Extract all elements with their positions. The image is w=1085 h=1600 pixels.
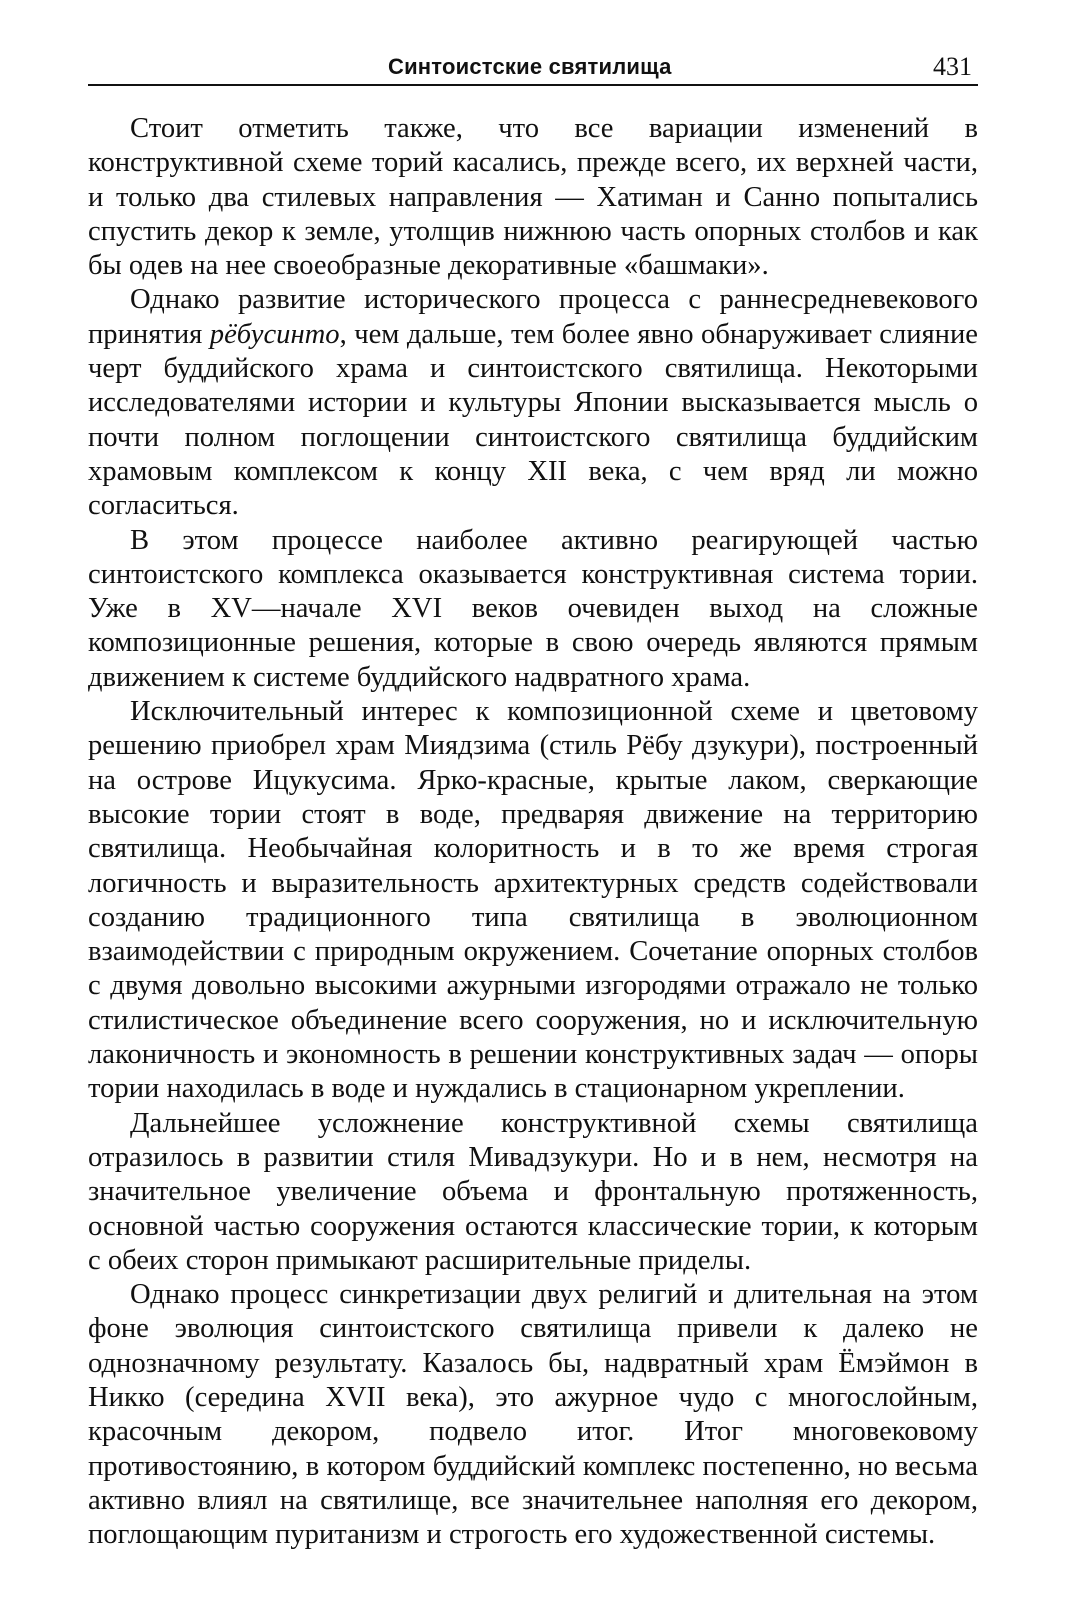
paragraph bbox=[88, 283, 978, 523]
paragraph: Исключительный интерес к композиционной схеме и цветовому решению приобрел храм Миядзима (стиль Рёбу дзукури), построенный на острове Ицукусима. Ярко-красные, крытые лаком, сверкающие высокие тории стоят в воде, предваряя движение на территорию святилища. Необычайная колоритность и в то же время строгая логичность и выразительность архитектурных средств содействовали созданию традиционного типа святилища в эволюционном взаимодействии с природным окружением. Сочетание опорных столбов с двумя довольно высокими ажурными изгородями отражало не только стилистическое объединение всего сооружения, но и исключительную лаконичность и экономность в решении конструктивных задач — опоры тории находилась в воде и нуждались в стационарном укреплении. bbox=[88, 696, 978, 1105]
paragraph: Дальнейшее усложнение конструктивной схемы святилища отразилось в развитии стиля Мивадзукури. Но и в нем, несмотря на значительное увеличение объема и фронтальную протяженность, основной частью сооружения остаются классические тории, к которым с обеих сторон примыкают расширительные приделы. bbox=[88, 1107, 978, 1276]
paragraph: Однако процесс синкретизации двух религий и длительная на этом фоне эволюция синтоистского святилища привели к далеко не однозначному результату. Казалось бы, надвратный храм Ёмэймон в Никко (середина XVII века), это ажурное чудо с многослойным, красочным декором, подвело итог. Итог многовековому противостоянию, в котором буддийский комплекс постепенно, но весьма активно влиял на святилище, все значительнее наполняя его декором, поглощающим пуританизм и строгость его художественной системы. bbox=[88, 1279, 978, 1551]
page-number: 431 bbox=[933, 52, 972, 81]
running-head bbox=[88, 48, 978, 86]
italic-term: рёбусинто bbox=[209, 318, 340, 350]
paragraph-text: Однако развитие исторического процесса с раннесредневекового принятия bbox=[88, 284, 978, 350]
paragraph: Стоит отметить также, что все вариации изменений в конструктивной схеме торий касались, прежде всего, их верхней части, и только два стилевых направления — Хатиман и Саннo попытались спустить декор к земле, утолщив нижнюю часть опорных столбов и как бы одев на нее своеобразные декоративные «башмаки». bbox=[88, 113, 978, 282]
body-text bbox=[88, 112, 978, 1552]
paragraph: В этом процессе наиболее активно реагирующей частью синтоистского комплекса оказывается конструктивная система тории. Уже в XV—начале XVI веков очевиден выход на сложные композиционные решения, которые в свою очередь являются прямым движением к системе буддийского надвратного храма. bbox=[88, 524, 978, 693]
paragraph-text: , чем дальше, тем более явно обнаруживает слияние черт буддийского храма и синтоистского святилища. Некоторыми исследователями истории и культуры Японии высказывается мысль о почти полном поглощении синтоистского святилища буддийским храмовым комплексом к концу XII века, с чем вряд ли можно согласиться. bbox=[88, 318, 978, 522]
book-page bbox=[88, 48, 978, 1552]
running-title: Синтоистские святилища bbox=[388, 54, 672, 79]
